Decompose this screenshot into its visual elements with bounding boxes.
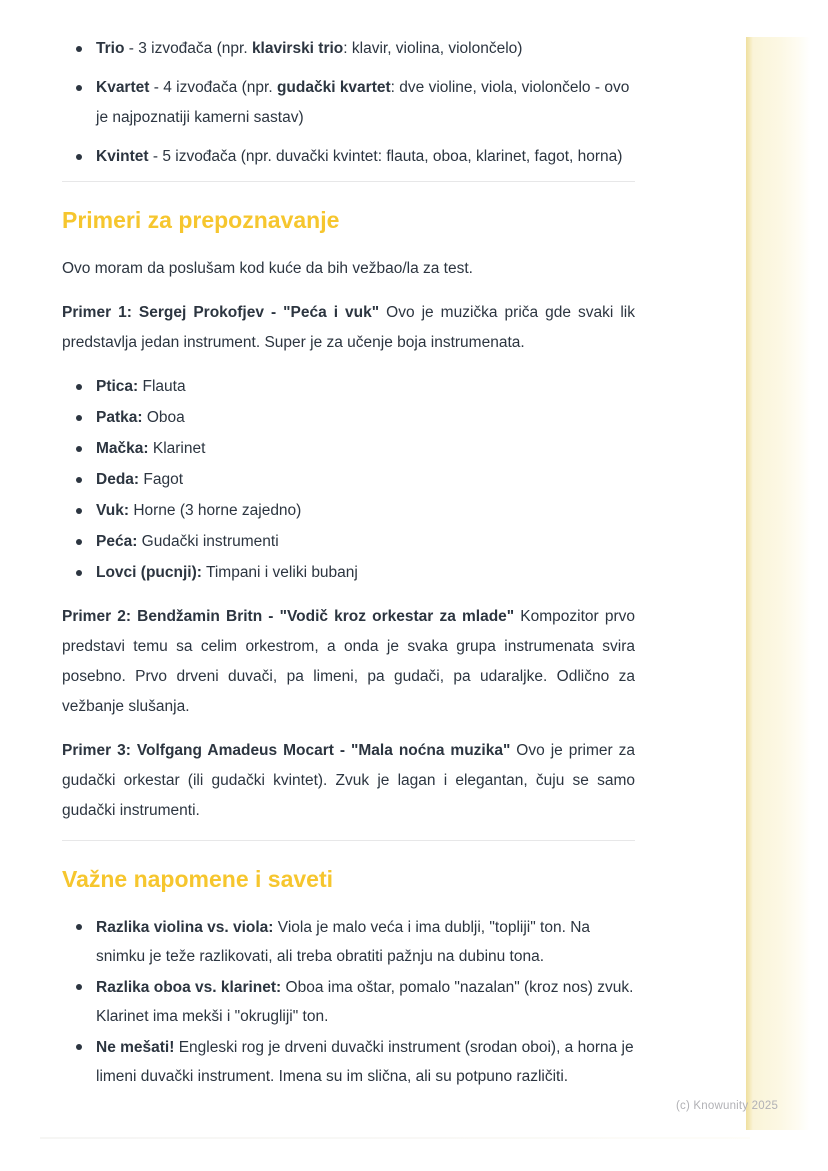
list-item [62,973,635,1031]
bullet-icon [76,984,82,990]
notes-list [62,913,635,1091]
definition-text: : dve violine, viola, violončelo - ovo je najpoznatiji kamerni sastav) [96,79,630,126]
term-inline: klavirski trio [251,40,344,57]
document-content [62,0,635,1093]
list-item [62,527,635,557]
character-label: Vuk: [96,502,130,519]
character-list [62,372,635,588]
character-value: Fagot [139,471,184,488]
note-label: Ne mešati! [96,1039,175,1056]
note-text: Oboa ima oštar, pomalo "nazalan" (kroz nos) zvuk. Klarinet ima mekši i "okrugliji" ton. [96,979,634,1025]
list-item [62,403,635,433]
example-paragraph-2 [62,602,635,722]
list-item [62,34,635,64]
intro-paragraph: Ovo moram da poslušam kod kuće da bih vežbao/la za test. [62,260,473,277]
bullet-icon [76,384,82,390]
list-item [62,73,635,133]
character-value: Horne (3 horne zajedno) [129,502,302,519]
page-bottom-edge [40,1137,750,1139]
character-label: Lovci (pucnji): [96,564,202,581]
example-title: Primer 2: Bendžamin Britn - "Vodič kroz orkestar za mlade" [62,608,515,625]
character-label: Patka: [96,409,143,426]
definition-text: - 4 izvođača (npr. [149,79,277,96]
example-text: Kompozitor prvo predstavi temu sa celim orkestrom, a onda je svaka grupa instrumenata svira posebno. Prvo drveni duvači, pa limeni, pa gudači, pa udaraljke. Odlično za vežbanje slušanja. [62,608,635,715]
page-edge-strip [746,37,828,1130]
character-value: Flauta [138,378,186,395]
list-item [62,558,635,588]
term: Kvartet [96,79,150,96]
character-value: Klarinet [148,440,206,457]
term-inline: gudački kvartet [276,79,391,96]
bullet-icon [76,415,82,421]
section-heading-notes: Važne napomene i saveti [62,866,334,892]
bullet-icon [76,570,82,576]
character-label: Ptica: [96,378,139,395]
list-item [62,465,635,495]
list-item [62,434,635,464]
term: Trio [96,40,125,57]
bullet-icon [76,539,82,545]
bullet-icon [76,477,82,483]
section-divider [62,181,635,182]
list-item [62,372,635,402]
character-label: Deda: [96,471,140,488]
note-label: Razlika oboa vs. klarinet: [96,979,282,996]
list-item [62,142,635,172]
example-text: Ovo je primer za gudački orkestar (ili gudački kvintet). Zvuk je lagan i elegantan, čuju se samo gudački instrumenti. [62,742,635,819]
ensemble-list [62,34,635,172]
character-value: Oboa [142,409,185,426]
note-label: Razlika violina vs. viola: [96,919,274,936]
section-divider [62,840,635,841]
list-item [62,1033,635,1091]
bullet-icon [76,508,82,514]
bullet-icon [76,924,82,930]
character-label: Mačka: [96,440,149,457]
example-paragraph-3 [62,736,635,826]
bullet-icon [76,446,82,452]
copyright-watermark: (c) Knowunity 2025 [676,1100,779,1112]
note-text: Viola je malo veća i ima dublji, "topliji" ton. Na snimku je teže razlikovati, ali treba obratiti pažnju na dubinu tona. [96,919,591,965]
term: Kvintet [96,148,149,165]
character-label: Peća: [96,533,138,550]
definition-text: - 5 izvođača (npr. duvački kvintet: flauta, oboa, klarinet, fagot, horna) [148,148,623,165]
example-text: Ovo je muzička priča gde svaki lik predstavlja jedan instrument. Super je za učenje boja instrumenata. [62,304,635,351]
definition-text: : klavir, violina, violončelo) [343,40,523,57]
list-item [62,496,635,526]
section-heading-recognition: Primeri za prepoznavanje [62,207,340,233]
definition-text: - 3 izvođača (npr. [124,40,252,57]
example-title: Primer 3: Volfgang Amadeus Mocart - "Mala noćna muzika" [62,742,511,759]
example-paragraph-1 [62,298,635,358]
bullet-icon [76,1044,82,1050]
list-item [62,913,635,971]
bullet-icon [76,85,82,91]
bullet-icon [76,154,82,160]
example-title: Primer 1: Sergej Prokofjev - "Peća i vuk" [62,304,380,321]
note-text: Engleski rog je drveni duvački instrument (srodan oboi), a horna je limeni duvački instrument. Imena su im slična, ali su potpuno različiti. [96,1039,634,1085]
character-value: Gudački instrumenti [137,533,279,550]
character-value: Timpani i veliki bubanj [201,564,358,581]
bullet-icon [76,46,82,52]
